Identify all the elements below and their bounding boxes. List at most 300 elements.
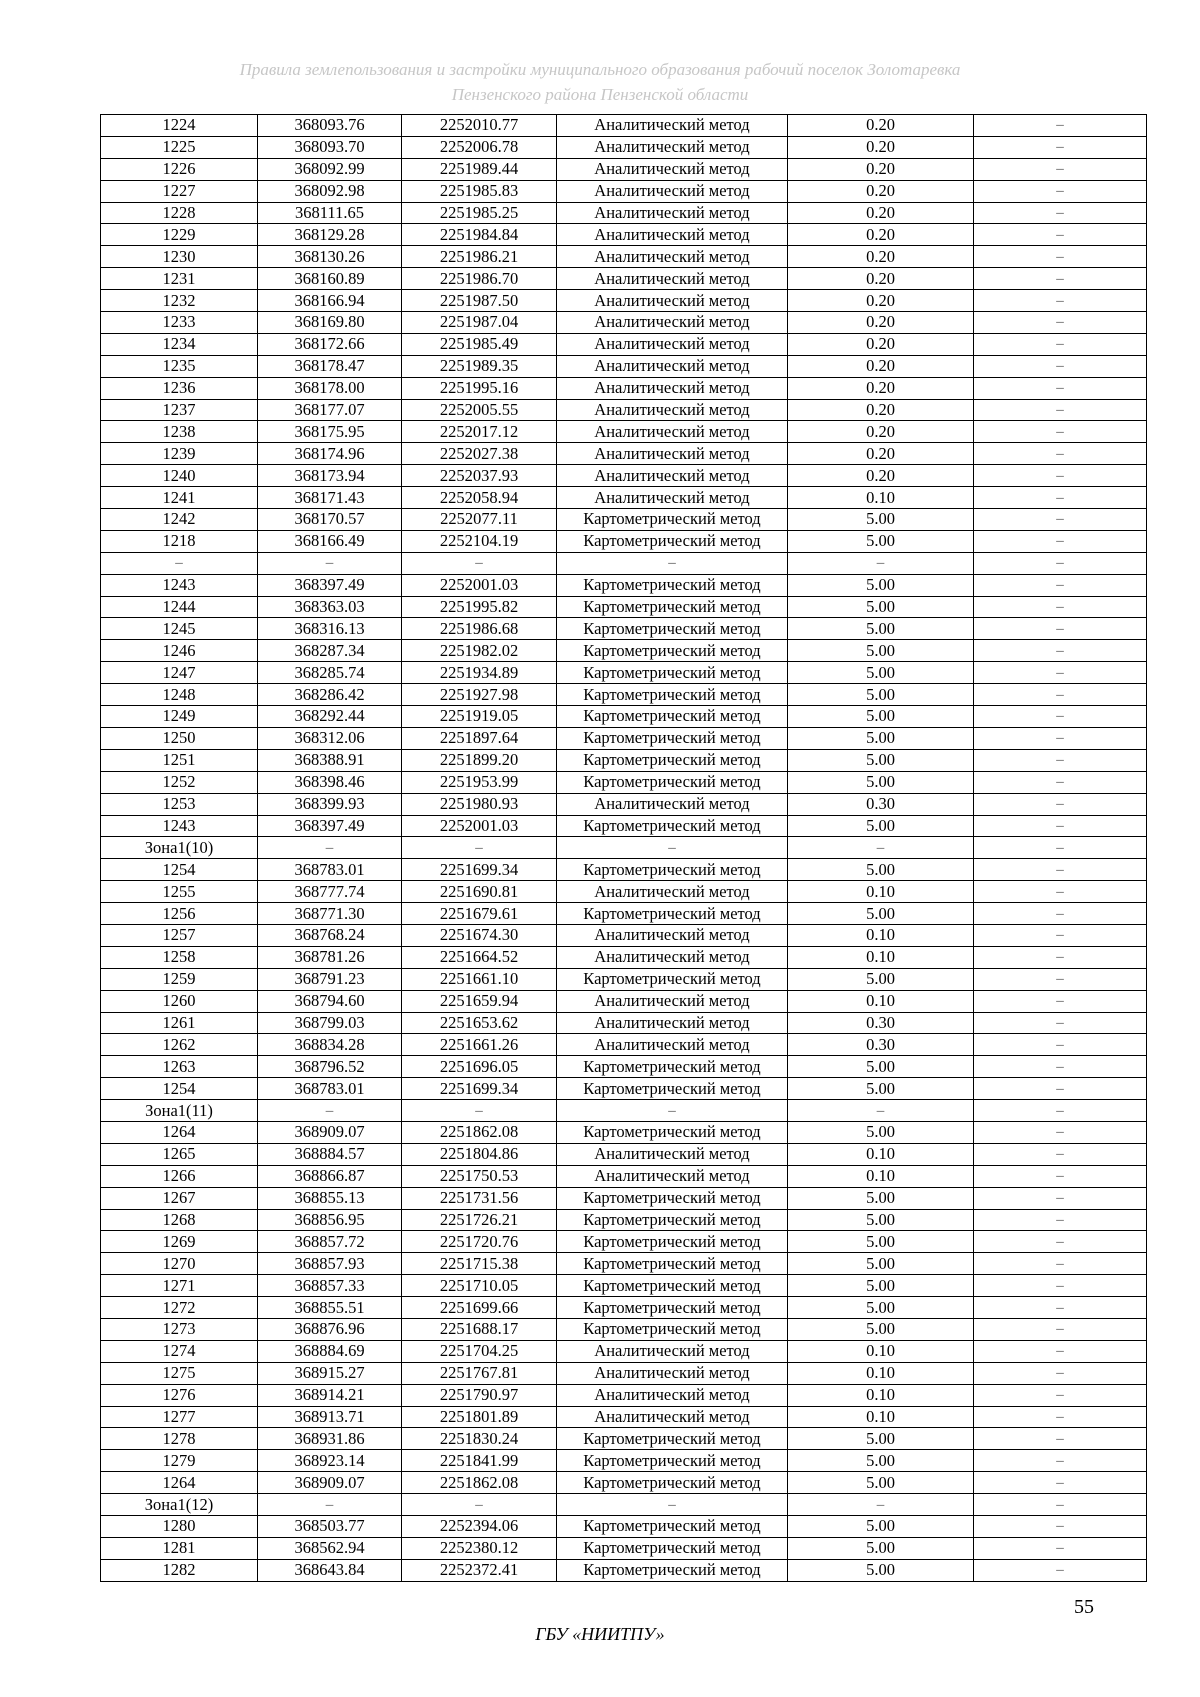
accuracy-cell: 0.10 [788,946,974,968]
y-coordinate-cell: 2251699.66 [402,1297,557,1319]
y-coordinate-cell: 2251688.17 [402,1318,557,1340]
accuracy-cell: – [788,552,974,574]
page-header [0,57,1200,107]
point-number-cell: 1225 [101,136,258,158]
y-coordinate-cell: – [402,1494,557,1516]
method-cell: Аналитический метод [557,1165,788,1187]
method-cell: Картометрический метод [557,1209,788,1231]
table-row [101,1340,1147,1362]
y-coordinate-cell: 2252077.11 [402,509,557,531]
table-row [101,487,1147,509]
accuracy-cell: 0.20 [788,465,974,487]
description-cell: – [974,815,1147,837]
method-cell: Картометрический метод [557,771,788,793]
accuracy-cell: 5.00 [788,574,974,596]
accuracy-cell: 5.00 [788,530,974,552]
y-coordinate-cell: 2251661.26 [402,1034,557,1056]
method-cell: – [557,1494,788,1516]
x-coordinate-cell: 368178.47 [258,355,402,377]
y-coordinate-cell: 2251986.21 [402,246,557,268]
table-row [101,1297,1147,1319]
x-coordinate-cell: 368781.26 [258,946,402,968]
description-cell: – [974,1384,1147,1406]
x-coordinate-cell: 368397.49 [258,574,402,596]
method-cell: Аналитический метод [557,1143,788,1165]
description-cell: – [974,377,1147,399]
table-row [101,727,1147,749]
method-cell: Картометрический метод [557,1275,788,1297]
y-coordinate-cell: 2251767.81 [402,1362,557,1384]
method-cell: Аналитический метод [557,202,788,224]
method-cell: Аналитический метод [557,115,788,137]
y-coordinate-cell: 2251982.02 [402,640,557,662]
method-cell: Картометрический метод [557,509,788,531]
y-coordinate-cell: 2252005.55 [402,399,557,421]
table-row [101,924,1147,946]
x-coordinate-cell: 368177.07 [258,399,402,421]
y-coordinate-cell: 2252006.78 [402,136,557,158]
point-number-cell: 1269 [101,1231,258,1253]
description-cell: – [974,903,1147,925]
x-coordinate-cell: 368915.27 [258,1362,402,1384]
description-cell: – [974,1143,1147,1165]
x-coordinate-cell: – [258,1494,402,1516]
x-coordinate-cell: 368166.49 [258,530,402,552]
accuracy-cell: 0.30 [788,1012,974,1034]
method-cell: Картометрический метод [557,574,788,596]
description-cell: – [974,684,1147,706]
description-cell: – [974,946,1147,968]
x-coordinate-cell: – [258,837,402,859]
accuracy-cell: 0.10 [788,1340,974,1362]
accuracy-cell: 0.20 [788,421,974,443]
description-cell: – [974,1516,1147,1538]
accuracy-cell: 5.00 [788,1231,974,1253]
point-number-cell: 1277 [101,1406,258,1428]
y-coordinate-cell: 2251664.52 [402,946,557,968]
y-coordinate-cell: 2252027.38 [402,443,557,465]
point-number-cell: 1252 [101,771,258,793]
table-row [101,1231,1147,1253]
x-coordinate-cell: 368562.94 [258,1537,402,1559]
method-cell: Аналитический метод [557,158,788,180]
y-coordinate-cell: 2251674.30 [402,924,557,946]
point-number-cell: 1273 [101,1318,258,1340]
y-coordinate-cell: 2251987.50 [402,290,557,312]
point-number-cell: 1247 [101,662,258,684]
accuracy-cell: 0.20 [788,246,974,268]
table-row [101,596,1147,618]
x-coordinate-cell: 368092.99 [258,158,402,180]
description-cell: – [974,1231,1147,1253]
description-cell: – [974,1406,1147,1428]
description-cell: – [974,1297,1147,1319]
point-number-cell: 1243 [101,574,258,596]
description-cell: – [974,421,1147,443]
x-coordinate-cell: 368175.95 [258,421,402,443]
x-coordinate-cell: 368160.89 [258,268,402,290]
description-cell: – [974,465,1147,487]
point-number-cell: 1257 [101,924,258,946]
description-cell: – [974,115,1147,137]
point-number-cell: 1238 [101,421,258,443]
table-row [101,1100,1147,1122]
description-cell: – [974,487,1147,509]
accuracy-cell: 5.00 [788,1209,974,1231]
table-row [101,859,1147,881]
accuracy-cell: – [788,1100,974,1122]
point-number-cell: 1244 [101,596,258,618]
point-number-cell: Зона1(12) [101,1494,258,1516]
x-coordinate-cell: 368172.66 [258,333,402,355]
x-coordinate-cell: 368771.30 [258,903,402,925]
table-row [101,1187,1147,1209]
point-number-cell: 1233 [101,312,258,334]
y-coordinate-cell: – [402,1100,557,1122]
method-cell: – [557,837,788,859]
point-number-cell: 1249 [101,706,258,728]
y-coordinate-cell: 2251985.83 [402,180,557,202]
description-cell: – [974,1034,1147,1056]
description-cell: – [974,1559,1147,1581]
table-row [101,1012,1147,1034]
point-number-cell: 1263 [101,1056,258,1078]
point-number-cell: 1242 [101,509,258,531]
method-cell: Картометрический метод [557,662,788,684]
table-row [101,706,1147,728]
accuracy-cell: 5.00 [788,749,974,771]
table-row [101,1143,1147,1165]
point-number-cell: 1261 [101,1012,258,1034]
y-coordinate-cell: 2251659.94 [402,990,557,1012]
method-cell: Картометрический метод [557,640,788,662]
accuracy-cell: 5.00 [788,1297,974,1319]
method-cell: Аналитический метод [557,793,788,815]
accuracy-cell: 0.10 [788,1362,974,1384]
accuracy-cell: – [788,1494,974,1516]
point-number-cell: 1267 [101,1187,258,1209]
method-cell: Картометрический метод [557,1537,788,1559]
point-number-cell: 1262 [101,1034,258,1056]
description-cell: – [974,290,1147,312]
accuracy-cell: 5.00 [788,815,974,837]
description-cell: – [974,180,1147,202]
table-row [101,1209,1147,1231]
x-coordinate-cell: 368316.13 [258,618,402,640]
table-row [101,771,1147,793]
description-cell: – [974,1165,1147,1187]
accuracy-cell: 0.10 [788,881,974,903]
x-coordinate-cell: 368876.96 [258,1318,402,1340]
method-cell: – [557,1100,788,1122]
description-cell: – [974,399,1147,421]
y-coordinate-cell: 2251726.21 [402,1209,557,1231]
point-number-cell: 1245 [101,618,258,640]
accuracy-cell: 0.20 [788,158,974,180]
accuracy-cell: 0.20 [788,202,974,224]
x-coordinate-cell: 368783.01 [258,1078,402,1100]
y-coordinate-cell: 2251720.76 [402,1231,557,1253]
method-cell: Аналитический метод [557,377,788,399]
table-row [101,793,1147,815]
method-cell: Картометрический метод [557,1056,788,1078]
table-row [101,968,1147,990]
accuracy-cell: 0.20 [788,377,974,399]
accuracy-cell: 0.10 [788,1384,974,1406]
table-row [101,180,1147,202]
table-row [101,1472,1147,1494]
table-row [101,465,1147,487]
description-cell: – [974,749,1147,771]
description-cell: – [974,1209,1147,1231]
y-coordinate-cell: 2251830.24 [402,1428,557,1450]
description-cell: – [974,1340,1147,1362]
accuracy-cell: 5.00 [788,1472,974,1494]
x-coordinate-cell: 368931.86 [258,1428,402,1450]
table-row [101,530,1147,552]
x-coordinate-cell: 368174.96 [258,443,402,465]
x-coordinate-cell: 368909.07 [258,1472,402,1494]
method-cell: Картометрический метод [557,1428,788,1450]
x-coordinate-cell: 368909.07 [258,1121,402,1143]
point-number-cell: 1239 [101,443,258,465]
y-coordinate-cell: 2251986.70 [402,268,557,290]
method-cell: Картометрический метод [557,618,788,640]
accuracy-cell: 0.20 [788,290,974,312]
y-coordinate-cell: 2251679.61 [402,903,557,925]
page-number: 55 [1074,1596,1094,1618]
accuracy-cell: 0.30 [788,793,974,815]
y-coordinate-cell: 2252372.41 [402,1559,557,1581]
y-coordinate-cell: 2251989.44 [402,158,557,180]
table-row [101,837,1147,859]
table-row [101,1253,1147,1275]
x-coordinate-cell: 368643.84 [258,1559,402,1581]
description-cell: – [974,1428,1147,1450]
method-cell: Картометрический метод [557,749,788,771]
description-cell: – [974,1187,1147,1209]
method-cell: Аналитический метод [557,465,788,487]
accuracy-cell: 0.30 [788,1034,974,1056]
accuracy-cell: 5.00 [788,662,974,684]
table-row [101,1165,1147,1187]
x-coordinate-cell: 368129.28 [258,224,402,246]
accuracy-cell: 5.00 [788,1318,974,1340]
description-cell: – [974,268,1147,290]
point-number-cell: 1218 [101,530,258,552]
point-number-cell: 1266 [101,1165,258,1187]
method-cell: Аналитический метод [557,1034,788,1056]
description-cell: – [974,574,1147,596]
method-cell: Аналитический метод [557,990,788,1012]
description-cell: – [974,355,1147,377]
table-row [101,1362,1147,1384]
description-cell: – [974,706,1147,728]
method-cell: Картометрический метод [557,903,788,925]
y-coordinate-cell: 2251696.05 [402,1056,557,1078]
table-row [101,618,1147,640]
table-row [101,158,1147,180]
point-number-cell: 1241 [101,487,258,509]
description-cell: – [974,771,1147,793]
method-cell: Картометрический метод [557,968,788,990]
point-number-cell: 1237 [101,399,258,421]
accuracy-cell: 5.00 [788,727,974,749]
y-coordinate-cell: 2252394.06 [402,1516,557,1538]
x-coordinate-cell: 368286.42 [258,684,402,706]
table-row [101,136,1147,158]
description-cell: – [974,202,1147,224]
point-number-cell: 1234 [101,333,258,355]
x-coordinate-cell: 368397.49 [258,815,402,837]
description-cell: – [974,618,1147,640]
y-coordinate-cell: 2252380.12 [402,1537,557,1559]
description-cell: – [974,859,1147,881]
table-row [101,1559,1147,1581]
x-coordinate-cell: 368914.21 [258,1384,402,1406]
method-cell: Аналитический метод [557,312,788,334]
description-cell: – [974,1012,1147,1034]
point-number-cell: 1251 [101,749,258,771]
x-coordinate-cell: 368388.91 [258,749,402,771]
description-cell: – [974,530,1147,552]
accuracy-cell: 5.00 [788,1516,974,1538]
table-row [101,1121,1147,1143]
point-number-cell: 1256 [101,903,258,925]
y-coordinate-cell: 2251841.99 [402,1450,557,1472]
y-coordinate-cell: 2252010.77 [402,115,557,137]
point-number-cell: 1281 [101,1537,258,1559]
x-coordinate-cell: 368093.70 [258,136,402,158]
accuracy-cell: 5.00 [788,1428,974,1450]
x-coordinate-cell: 368285.74 [258,662,402,684]
y-coordinate-cell: 2251862.08 [402,1472,557,1494]
point-number-cell: 1240 [101,465,258,487]
point-number-cell: 1258 [101,946,258,968]
x-coordinate-cell: 368312.06 [258,727,402,749]
x-coordinate-cell: 368799.03 [258,1012,402,1034]
point-number-cell: 1268 [101,1209,258,1231]
point-number-cell: 1259 [101,968,258,990]
description-cell: – [974,1537,1147,1559]
method-cell: Аналитический метод [557,881,788,903]
y-coordinate-cell: 2251899.20 [402,749,557,771]
point-number-cell: 1254 [101,1078,258,1100]
y-coordinate-cell: 2252037.93 [402,465,557,487]
y-coordinate-cell: 2251986.68 [402,618,557,640]
accuracy-cell: 5.00 [788,1056,974,1078]
method-cell: Картометрический метод [557,684,788,706]
accuracy-cell: 5.00 [788,618,974,640]
description-cell: – [974,990,1147,1012]
table-row [101,377,1147,399]
table-row [101,1450,1147,1472]
accuracy-cell: 5.00 [788,771,974,793]
y-coordinate-cell: 2251989.35 [402,355,557,377]
method-cell: Картометрический метод [557,1297,788,1319]
method-cell: Аналитический метод [557,333,788,355]
x-coordinate-cell: 368503.77 [258,1516,402,1538]
description-cell: – [974,1121,1147,1143]
table-row [101,443,1147,465]
y-coordinate-cell: 2251897.64 [402,727,557,749]
accuracy-cell: 5.00 [788,1253,974,1275]
accuracy-cell: 0.20 [788,180,974,202]
x-coordinate-cell: 368170.57 [258,509,402,531]
y-coordinate-cell: 2251919.05 [402,706,557,728]
method-cell: Картометрический метод [557,859,788,881]
table-row [101,990,1147,1012]
method-cell: Картометрический метод [557,1516,788,1538]
y-coordinate-cell: 2251927.98 [402,684,557,706]
accuracy-cell: 0.10 [788,487,974,509]
description-cell: – [974,1318,1147,1340]
table-row [101,640,1147,662]
point-number-cell: 1232 [101,290,258,312]
point-number-cell: Зона1(11) [101,1100,258,1122]
point-number-cell: 1264 [101,1472,258,1494]
method-cell: Аналитический метод [557,1384,788,1406]
point-number-cell: 1253 [101,793,258,815]
point-number-cell: 1230 [101,246,258,268]
table-row [101,903,1147,925]
y-coordinate-cell: 2252001.03 [402,574,557,596]
accuracy-cell: 5.00 [788,509,974,531]
point-number-cell: 1254 [101,859,258,881]
description-cell: – [974,1362,1147,1384]
x-coordinate-cell: 368783.01 [258,859,402,881]
accuracy-cell: 0.10 [788,990,974,1012]
table-row [101,749,1147,771]
description-cell: – [974,443,1147,465]
accuracy-cell: 0.10 [788,924,974,946]
method-cell: Картометрический метод [557,706,788,728]
x-coordinate-cell: 368092.98 [258,180,402,202]
x-coordinate-cell: 368855.51 [258,1297,402,1319]
method-cell: Аналитический метод [557,946,788,968]
method-cell: Картометрический метод [557,596,788,618]
accuracy-cell: 0.20 [788,355,974,377]
description-cell: – [974,1078,1147,1100]
description-cell: – [974,1100,1147,1122]
description-cell: – [974,837,1147,859]
header-line-1: Правила землепользования и застройки муниципального образования рабочий поселок Золотаревка [239,60,961,79]
description-cell: – [974,968,1147,990]
coordinates-table [100,114,1147,1582]
method-cell: Аналитический метод [557,487,788,509]
point-number-cell: 1229 [101,224,258,246]
description-cell: – [974,640,1147,662]
description-cell: – [974,1450,1147,1472]
description-cell: – [974,1275,1147,1297]
description-cell: – [974,246,1147,268]
table-row [101,268,1147,290]
table-row [101,662,1147,684]
y-coordinate-cell: 2251985.25 [402,202,557,224]
accuracy-cell: 5.00 [788,859,974,881]
x-coordinate-cell: 368398.46 [258,771,402,793]
point-number-cell: 1246 [101,640,258,662]
x-coordinate-cell: 368857.93 [258,1253,402,1275]
table-row [101,202,1147,224]
accuracy-cell: 5.00 [788,684,974,706]
description-cell: – [974,552,1147,574]
point-number-cell: 1276 [101,1384,258,1406]
y-coordinate-cell: 2251987.04 [402,312,557,334]
x-coordinate-cell: 368796.52 [258,1056,402,1078]
point-number-cell: 1274 [101,1340,258,1362]
point-number-cell: 1272 [101,1297,258,1319]
